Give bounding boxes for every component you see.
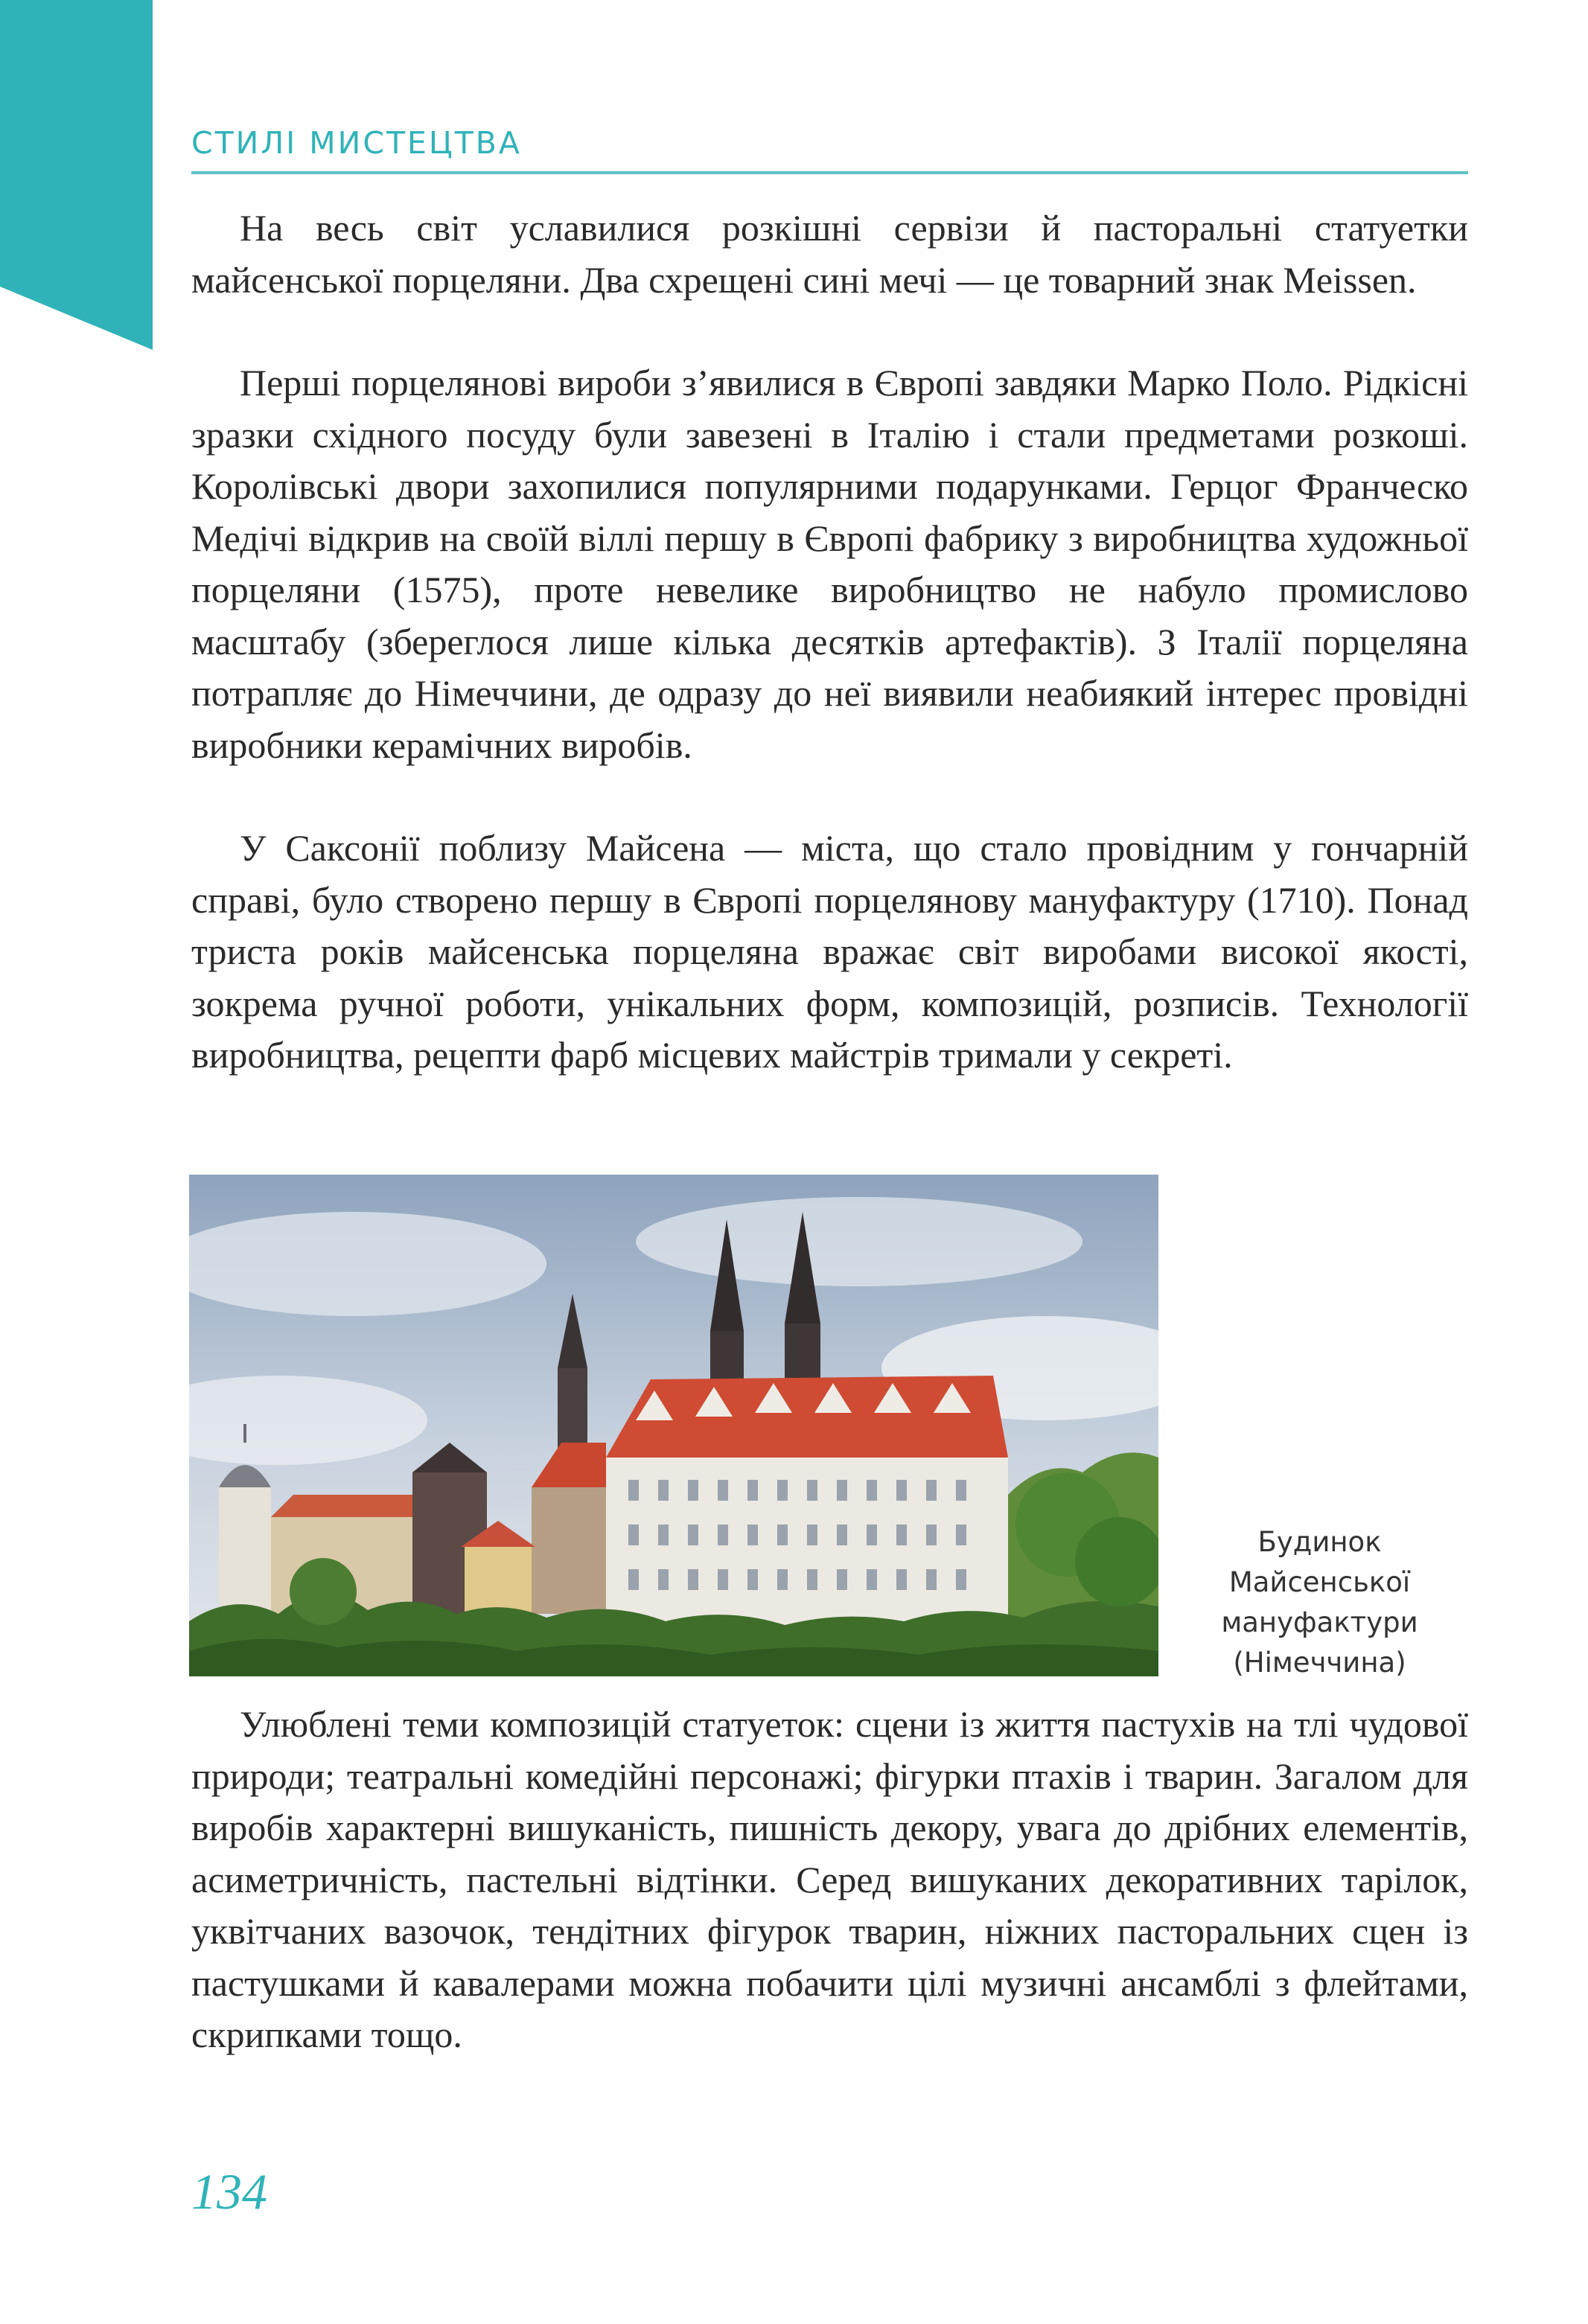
paragraph-2: Перші порцелянові вироби з’явилися в Європі завдяки Марко Поло. Рідкісні зразки східного посуду були завезені в Італію і стали предметами розкоші. Королівські двори захопилися популярними подарунками. Герцог Франческо Медічі відкрив на своїй віллі першу в Європі фабрику з виробництва художньої порцеляни (1575), проте невелике виробництво не набуло промислово масштабу (збереглося лише кілька десятків артефактів). З Італії порцеляна потрапляє до Німеччини, де одразу до неї виявили неабиякий інтерес провідні виробники керамічних виробів. xyxy=(191,362,1468,766)
caption-line: Будинок xyxy=(1257,1526,1382,1558)
paragraph-1: На весь світ уславилися розкішні сервізи й пасторальні статуетки майсенської порцеляни. Два схрещені сині мечі — це товарний знак Meissen. xyxy=(191,207,1468,301)
paragraph-3: У Саксонії поблизу Майсена — міста, що стало провідним у гончарній справі, було створено першу в Європі порцелянову мануфактуру (1710). Понад триста років майсенська порцеляна вражає світ виробами високої якості, зокрема ручної роботи, унікальних форм, композицій, розписів. Технології виробництва, рецепти фарб місцевих майстрів тримали у секреті. xyxy=(191,827,1468,1076)
page-number: 134 xyxy=(191,2163,267,2220)
meissen-castle-photo xyxy=(189,1175,1158,1676)
corner-tab-decoration xyxy=(0,0,153,350)
caption-line: (Німеччина) xyxy=(1233,1647,1406,1679)
header-rule xyxy=(191,171,1468,174)
paragraph-4: Улюблені теми композицій статуеток: сцени із життя пастухів на тлі чудової природи; театральні комедійні персонажі; фігурки птахів і тварин. Загалом для виробів характерні вишуканість, пишність декору, увага до дрібних елементів, асиметричність, пастельні відтінки. Серед вишуканих декоративних тарілок, уквітчаних вазочок, тендітних фігурок тварин, ніжних пасторальних сцен із пастушками й кавалерами можна побачити цілі музичні ансамблі з флейтами, скрипками тощо. xyxy=(191,1703,1468,2055)
photo-caption xyxy=(1184,1522,1455,1683)
caption-line: Майсенської xyxy=(1228,1566,1411,1598)
caption-line: мануфактури xyxy=(1221,1606,1418,1638)
section-title: СТИЛІ МИСТЕЦТВА xyxy=(191,125,522,161)
